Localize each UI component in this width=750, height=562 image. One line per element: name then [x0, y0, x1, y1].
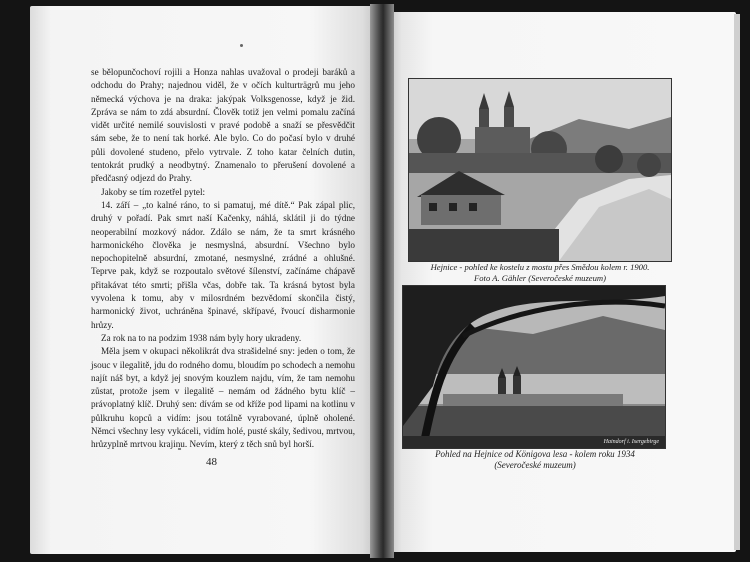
- paragraph: Za rok na to na podzim 1938 nám byly hory ukradeny.: [101, 332, 302, 343]
- paragraph: se bělopunčochoví rojili a Honza nahlas uvažoval o prodeji baráků a odchodu do Prahy; najednou viděl, že v očích kulturträgrů mu jeho německá výchova je na draka: jakýpak Volksgenosse, když je žid. Zpráva se nám to zdá absurdní. Člověk totiž jen velmi pomalu začíná vidět určité nemilé souvislosti v pravé podobě a snaží se přesvědčit sám sebe, že to není tak horké. Ale bylo. Co do počasí bylo v druhé půli dovolené studeno, přelo vytrvale. Z toho katar čelních dutin, tentokrát prudký a neodbytný. Znamenalo to přerušení dovolené a předčasný odjezd do Prahy.: [91, 67, 355, 184]
- book-gutter: [370, 4, 394, 558]
- photo-caption: [412, 262, 668, 284]
- photo-church-view-illustration: [409, 79, 671, 261]
- caption-line: Hejnice - pohled ke kostelu z mostu přes Smědou kolem r. 1900.: [430, 262, 650, 272]
- photo-imprint: Haindorf i. Isergebirge: [603, 439, 659, 445]
- paragraph: Měla jsem v okupaci několikrát dva strašidelné sny: jeden o tom, že jsouc v ilegalitě, jdu do rodného domu, bloudím po schodech a nemohu najít náš byt, a když jej snovým kouzlem najdu, vím, že tam nemohu zůstat, protože jsem v ilegalitě – nemám od žádného bytu klíč – právoplatný klíč. Druhý sen: dívám se od kříže pod lipami na kotlinu v půlkruhu kopců a vidím: jsou totálně vyrabované, úplně oholené. Němci všechny lesy vykáceli, vidím holé, pusté skály, šedivou, mrtvou, hrůzyplně mrtvou krajinu. Nevím, který z těch snů byl horší.: [91, 346, 355, 450]
- caption-line: Pohled na Hejnice od Königova lesa - kolem roku 1934: [435, 449, 635, 459]
- dust-speck: [240, 44, 243, 47]
- paragraph: 14. září – „to kalné ráno, to si pamatuj, mé dítě.“ Pak zápal plic, druhý v pořadí. Pak smrt naší Kačenky, náhlá, sklátil ji do týdne neoperabilní mozkový nádor. Zdálo se nám, že ta smrt krásného harmonického člověka je nesmyslná, absurdní. Všechno bylo nepochopitelně absurdní, zmotané, nesmyslné, zrádné a ohlušné. Teprve pak, když se rozpoutalo světové šílenství, začínáme chápavě přitakávat této smrti; přišla včas, dobře tak. Ta krásná bytost byla vyvolena k tomu, aby v milosrdném bezvědomí skončila čistý, harmonický život, uchráněna špinavé, skřípavé, řvoucí disharmonie hrůzy.: [91, 199, 355, 330]
- caption-credit: Foto A. Gähler (Severočeské muzeum): [474, 273, 606, 283]
- photo-church-view: [408, 78, 672, 262]
- photo-town-view: [402, 285, 666, 449]
- left-page-text: [91, 66, 355, 452]
- caption-credit: (Severočeské muzeum): [494, 460, 576, 470]
- paragraph: Jakoby se tím rozetřel pytel:: [101, 186, 206, 197]
- page-edge: [734, 14, 740, 550]
- photo-caption: [404, 449, 666, 471]
- photo-town-view-illustration: [403, 286, 665, 448]
- page-number: 48: [206, 456, 217, 468]
